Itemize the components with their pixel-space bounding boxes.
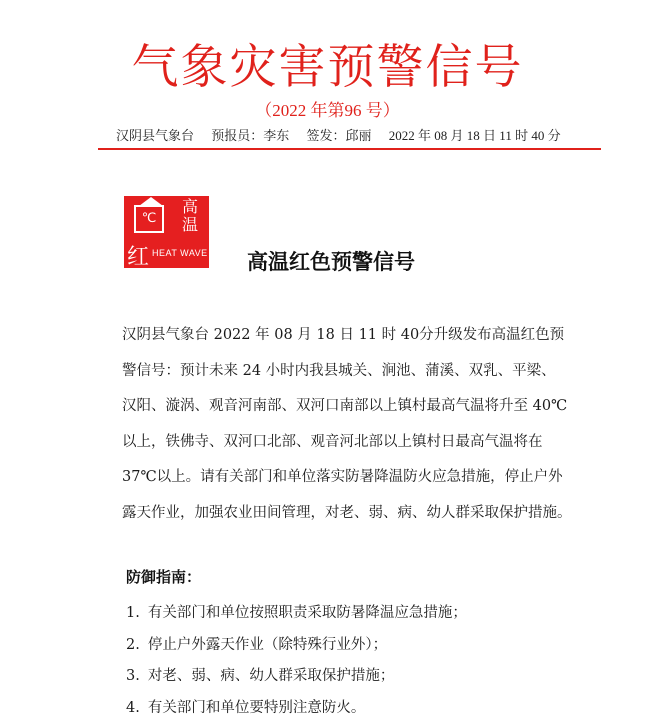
icon-level-label: 红 [127, 245, 150, 270]
body-line: 以上，铁佛寺、双河口北部、观音河北部以上镇村日最高气温将在 [122, 433, 543, 450]
document-number: （2022 年第96 号） [255, 101, 400, 120]
issue-datetime: 2022 年 08 月 18 日 11 时 40 分 [388, 128, 561, 143]
guide-item [126, 693, 546, 724]
body-line: 汉阴县气象台 2022 年 08 月 18 日 11 时 40分升级发布高温红色预 [122, 327, 565, 343]
issuer: 汉阴县气象台 [116, 128, 195, 143]
guide-item [126, 598, 546, 630]
high-temperature-red-warning-icon [124, 196, 209, 268]
guide-item [126, 661, 546, 693]
guide-title: 防御指南： [126, 568, 202, 586]
body-line: 37℃以上。请有关部门和单位落实防暑降温防火应急措施，停止户外 [122, 469, 563, 485]
guide-item-number: 1. [126, 605, 140, 621]
warning-body [122, 318, 572, 531]
guide-list [126, 598, 546, 724]
document-title: 气象灾害预警信号 [131, 40, 524, 95]
document-meta [116, 125, 576, 144]
guide-item-number: 2. [126, 636, 140, 653]
thermometer-icon: ℃ [134, 205, 164, 233]
signal-heading: 高温红色预警信号 [247, 250, 415, 274]
guide-item [126, 630, 546, 662]
guide-item-text: 有关部门和单位按照职责采取防暑降温应急措施； [147, 605, 467, 621]
signer: 签发：邱丽 [306, 128, 372, 143]
guide-item-text: 停止户外露天作业（除特殊行业外）； [147, 636, 388, 653]
icon-english-label: HEAT WAVE [152, 248, 208, 258]
guide-item-number: 4. [126, 699, 140, 716]
body-line: 警信号：预计未来 24 小时内我县城关、涧池、蒲溪、双乳、平梁、 [122, 362, 556, 379]
guide-item-number: 3. [126, 668, 140, 684]
body-line: 汉阳、漩涡、观音河南部、双河口南部以上镇村最高气温将升至 40℃ [122, 398, 568, 414]
icon-gaowen-label: 高 温 [181, 197, 198, 234]
guide-item-text: 有关部门和单位要特别注意防火。 [147, 699, 366, 716]
forecaster: 预报员：李东 [211, 128, 290, 143]
header-divider [98, 148, 601, 150]
body-line: 露天作业，加强农业田间管理，对老、弱、病、幼人群采取保护措施。 [122, 504, 572, 521]
guide-item-text: 对老、弱、病、幼人群采取保护措施； [147, 668, 395, 684]
